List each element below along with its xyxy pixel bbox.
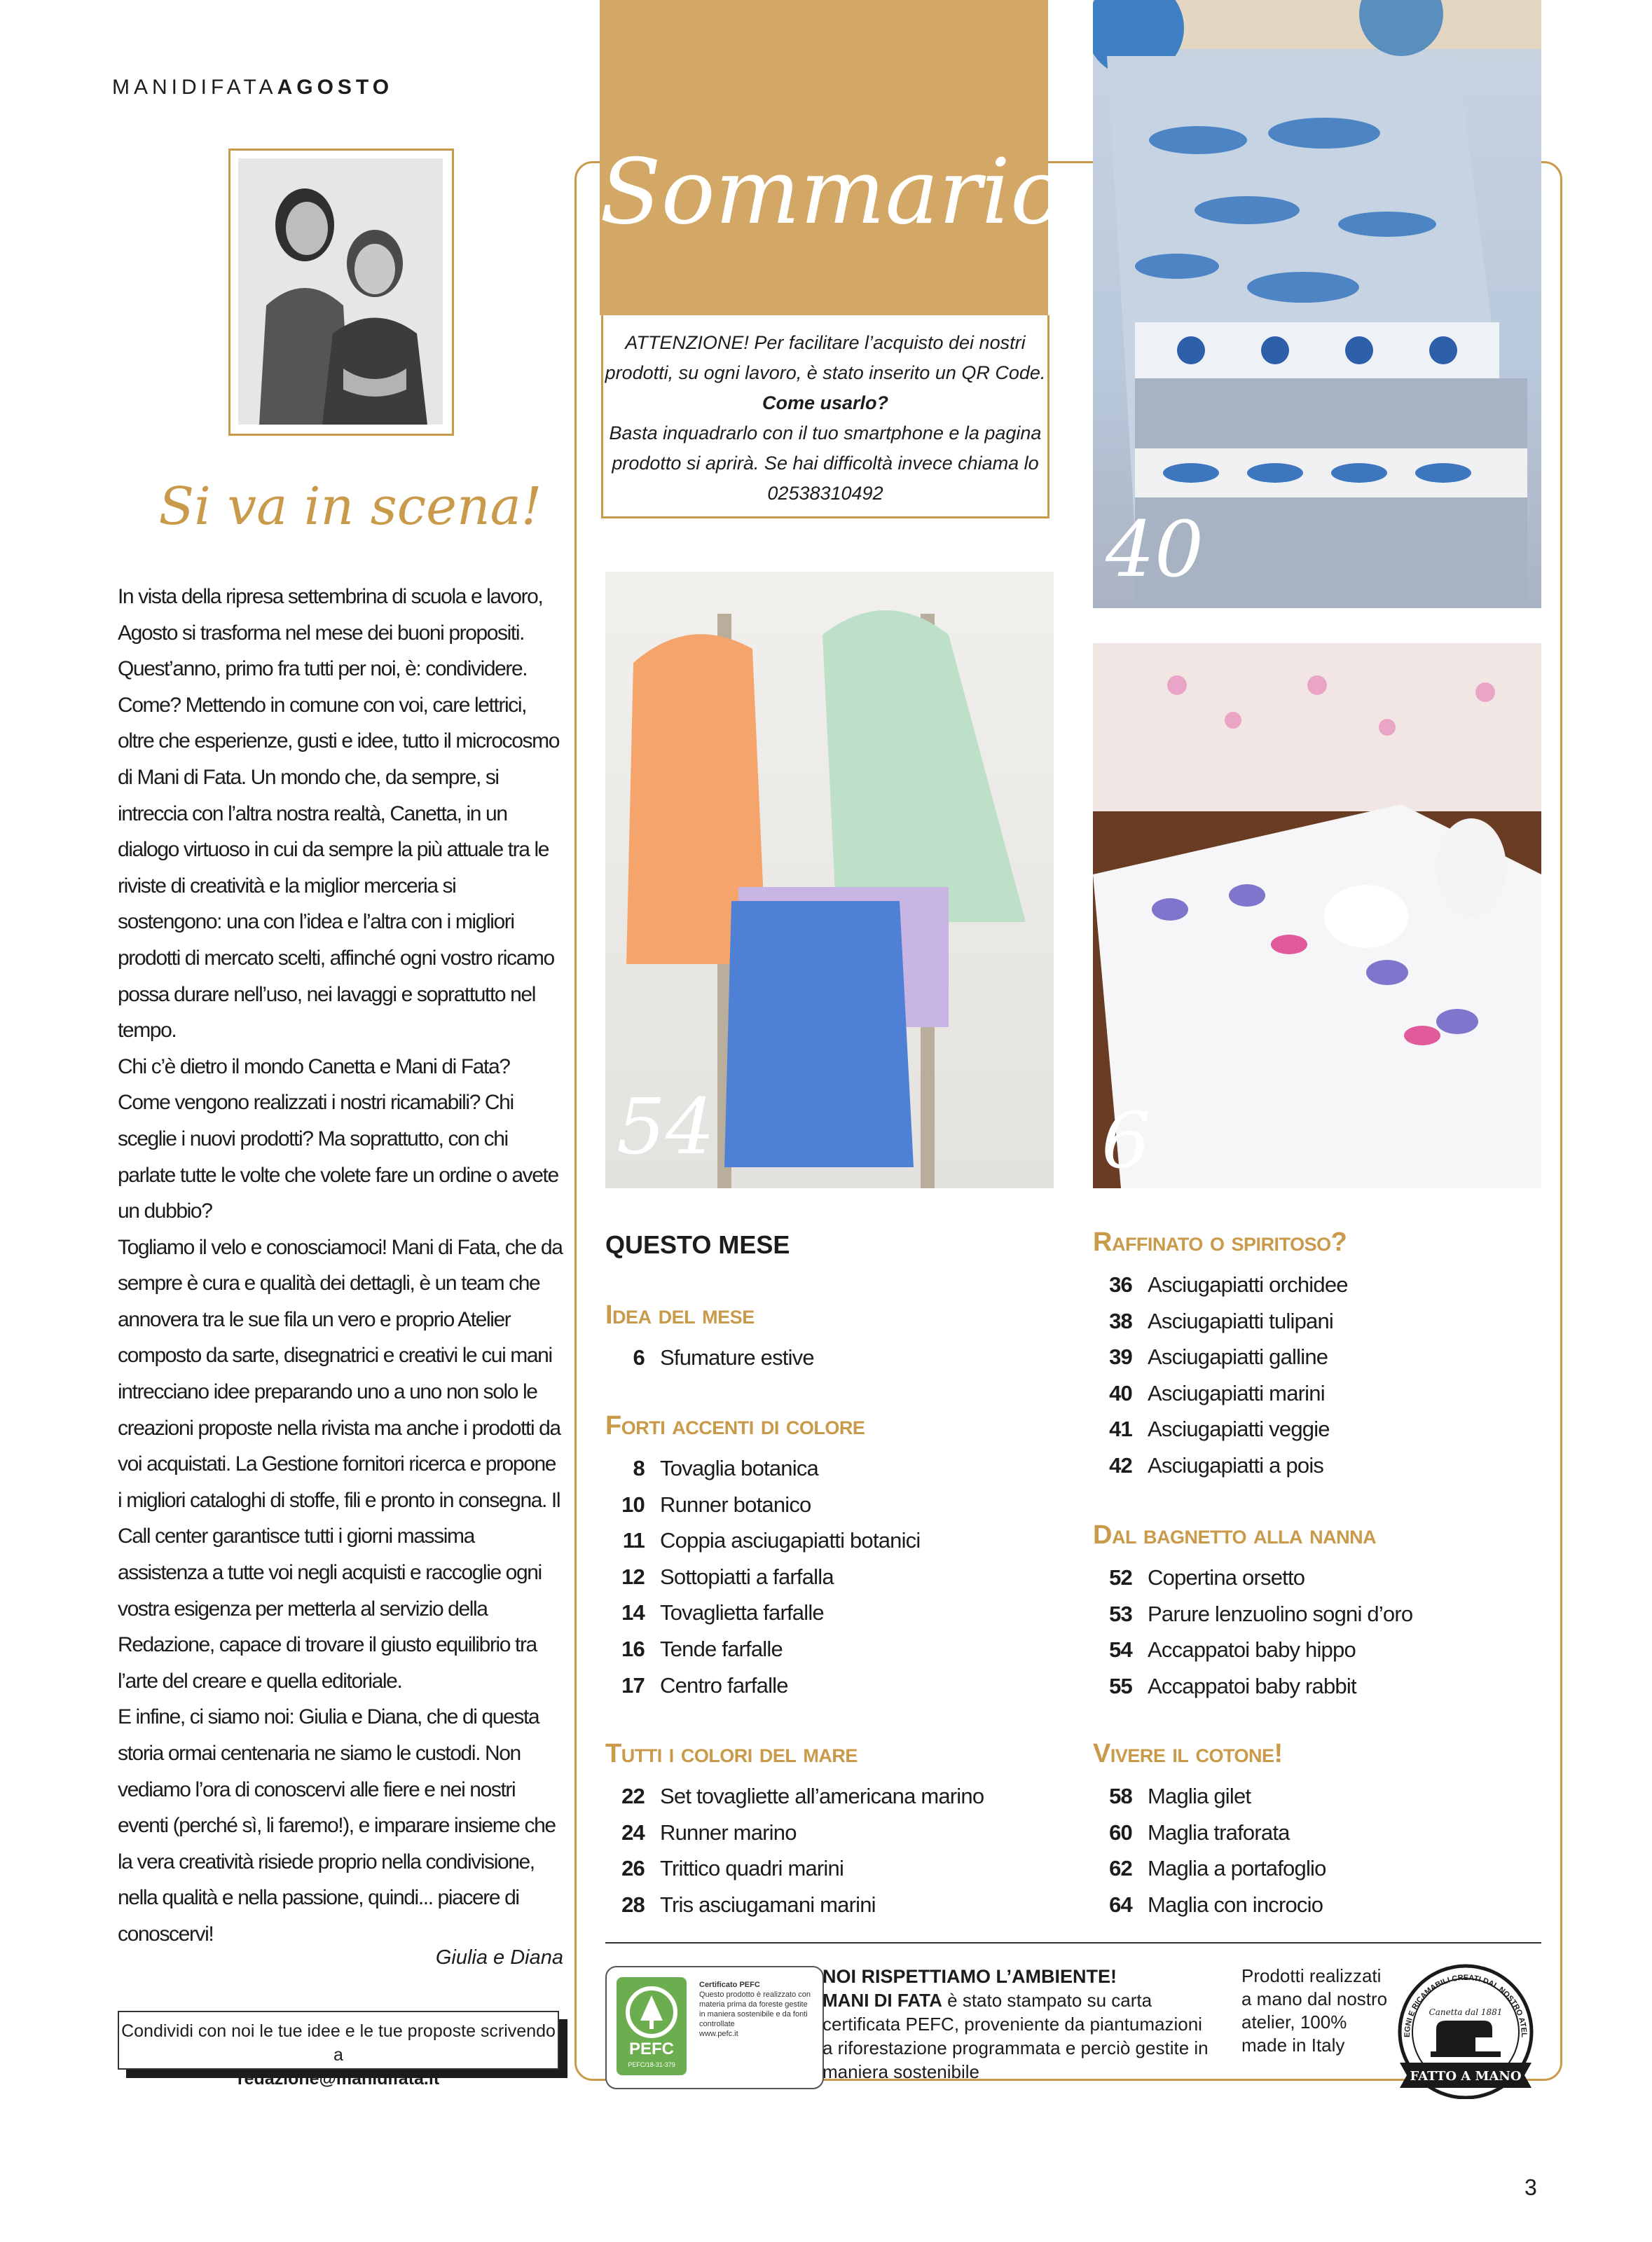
entry-page: 60 <box>1109 1820 1132 1845</box>
entry-page: 17 <box>621 1672 645 1698</box>
contents-heading: QUESTO MESE <box>605 1230 790 1259</box>
section-title: Forti accenti di colore <box>605 1411 865 1440</box>
entry-label: Sfumature estive <box>660 1345 814 1370</box>
section-title: Vivere il cotone! <box>1093 1739 1283 1768</box>
qr-notice-text: ATTENZIONE! Per facilitare l’acquisto dei nostri prodotti, su ogni lavoro, è stato inserito un QR Code. <box>605 332 1046 383</box>
entry-page: 26 <box>621 1856 645 1881</box>
qr-notice-instructions: Basta inquadrarlo con il tuo smartphone e la pagina prodotto si aprirà. Se hai difficoltà invece chiama lo 02538310492 <box>609 422 1042 504</box>
image-table-runner <box>1093 643 1541 1188</box>
pefc-cert-body: Questo prodotto è realizzato con materia prima da foreste gestite in maniera sostenibile e da fonti controllate <box>699 1990 811 2028</box>
badge-since: Canetta dal 1881 <box>1429 2007 1503 2017</box>
entry-label: Set tovagliette all’americana marino <box>660 1784 984 1808</box>
pefc-label: PEFC <box>628 2040 675 2058</box>
entry-page: 16 <box>621 1636 645 1661</box>
contents-entry[interactable] <box>1093 1339 1348 1375</box>
entry-label: Copertina orsetto <box>1148 1565 1305 1590</box>
entry-label: Centro farfalle <box>660 1672 788 1698</box>
made-in-italy-text: Prodotti realizzati a mano dal nostro atelier, 100% made in Italy <box>1241 1965 1388 2056</box>
contents-entry[interactable] <box>605 1595 920 1631</box>
footer-divider <box>605 1942 1541 1944</box>
env-brand: MANI DI FATA <box>822 1990 942 2011</box>
contents-entry[interactable] <box>605 1667 920 1704</box>
env-body: è stato stampato su carta certificata PEFC, proveniente da piantumazioni a riforestazione programmata e perciò gestite in maniera sostenibile <box>822 1990 1209 2082</box>
entry-label: Asciugapiatti veggie <box>1148 1417 1330 1442</box>
pefc-code: PEFC/18-31-379 <box>628 2061 675 2068</box>
image-baby-bathrobes <box>605 572 1054 1188</box>
contents-entry[interactable] <box>1093 1632 1412 1668</box>
share-line: Condividi con noi le tue idee e le tue proposte scrivendo a <box>121 2021 556 2065</box>
entry-page: 24 <box>621 1820 645 1845</box>
entry-label: Tris asciugamani marini <box>660 1892 876 1917</box>
entry-label: Maglia traforata <box>1148 1820 1290 1845</box>
section-entries <box>605 1450 920 1703</box>
sommario-title: Sommario <box>600 140 1064 245</box>
entry-label: Runner marino <box>660 1820 797 1845</box>
entry-page: 28 <box>621 1892 645 1917</box>
entry-page: 58 <box>1109 1784 1132 1808</box>
entry-page: 14 <box>621 1600 645 1625</box>
entry-label: Coppia asciugapiatti botanici <box>660 1528 921 1553</box>
contents-entry[interactable] <box>1093 1668 1412 1705</box>
entry-label: Parure lenzuolino sogni d’oro <box>1148 1601 1413 1626</box>
image-page-number: 6 <box>1101 1096 1150 1185</box>
contents-entry[interactable] <box>1093 1560 1412 1596</box>
entry-label: Maglia con incrocio <box>1148 1892 1323 1917</box>
contents-entry[interactable] <box>1093 1596 1412 1632</box>
entry-page: 41 <box>1109 1417 1132 1442</box>
entry-page: 39 <box>1109 1344 1132 1370</box>
image-fish-tea-towel <box>1093 0 1541 608</box>
entry-page: 11 <box>622 1528 645 1553</box>
section-title: Tutti i colori del mare <box>605 1739 858 1768</box>
section-entries <box>1093 1267 1348 1484</box>
entry-label: Accappatoi baby hippo <box>1148 1637 1356 1663</box>
entry-page: 55 <box>1109 1673 1132 1698</box>
editorial-body <box>118 579 563 1953</box>
share-box <box>118 2011 559 2089</box>
editorial-paragraph: Togliamo il velo e conosciamoci! Mani di Fata, che da sempre è cura e qualità dei dettagli, è un team che annovera tra le sue fila un vero e proprio Atelier composto da sarte, disegnatrici e creativi le cui mani intrecciano idee preparando uno a uno non solo le creazioni proposte nella rivista ma anche i prodotti da voi acquistati. La Gestione fornitori ricerca e propone i migliori cataloghi di stoffe, fili e pronto in consegna. Il Call center garantisce tutti i giorni massima assistenza a tutte voi negli acquisti e raccoglie ogni vostra esigenza per metterla al servizio della Redazione, capace di trovare il giusto equilibrio tra l’arte del creare e quella editoriale. <box>118 1235 563 1693</box>
contents-entry[interactable] <box>1093 1850 1326 1887</box>
entry-page: 36 <box>1109 1272 1132 1297</box>
contents-entry[interactable] <box>1093 1303 1348 1340</box>
badge-arc-text: EGNI E RICAMABILI CREATI DAL NOSTRO ATEL <box>1403 1973 1529 2038</box>
contents-entry[interactable] <box>605 1887 984 1923</box>
entry-label: Asciugapiatti galline <box>1148 1344 1328 1370</box>
pefc-logo-icon <box>617 1977 687 2075</box>
entry-page: 10 <box>621 1492 645 1517</box>
contents-entry[interactable] <box>605 1631 920 1667</box>
entry-label: Tende farfalle <box>660 1636 783 1661</box>
entry-label: Maglia gilet <box>1148 1784 1251 1808</box>
entry-label: Asciugapiatti marini <box>1148 1380 1325 1405</box>
pefc-cert-title: Certificato PEFC <box>699 1981 760 1989</box>
section-title: Idea del mese <box>605 1300 755 1330</box>
editorial-title: Si va in scena! <box>158 476 542 537</box>
contents-entry[interactable] <box>1093 1411 1348 1447</box>
entry-page: 53 <box>1109 1601 1132 1626</box>
pefc-url: www.pefc.it <box>699 2030 738 2038</box>
contents-entry[interactable] <box>1093 1375 1348 1412</box>
image-page-number: 54 <box>617 1082 715 1171</box>
entry-page: 42 <box>1109 1452 1132 1478</box>
editorial-paragraph: In vista della ripresa settembrina di scuola e lavoro, Agosto si trasforma nel mese dei buoni propositi. Quest’anno, primo fra tutti per noi, è: condividere. Come? Mettendo in comune con voi, care lettrici, oltre che esperienze, gusti e idee, tutto il microcosmo di Mani di Fata. Un mondo che, da sempre, si intreccia con l’altra nostra realtà, Canetta, in un dialogo virtuoso in cui da sempre la più attuale tra le riviste di creatività e la miglior merceria si sostengono: una con l’idea e l’altra con i migliori prodotti di mercato scelti, affinché ogni vostro ricamo possa durare nell’uso, nei lavaggi e soprattutto nel tempo. <box>118 585 560 1043</box>
entry-label: Asciugapiatti tulipani <box>1148 1308 1334 1333</box>
entry-page: 8 <box>633 1456 645 1480</box>
entry-page: 6 <box>633 1345 645 1370</box>
masthead-month: AGOSTO <box>277 76 394 99</box>
entry-page: 52 <box>1109 1565 1132 1590</box>
section-entries <box>1093 1778 1326 1923</box>
contents-entry[interactable] <box>605 1850 984 1887</box>
contents-entry[interactable] <box>1093 1447 1348 1484</box>
masthead <box>112 76 393 99</box>
env-text <box>822 1988 1215 2084</box>
entry-page: 40 <box>1109 1380 1132 1405</box>
image-page-number: 40 <box>1106 504 1204 594</box>
entry-page: 62 <box>1109 1856 1132 1881</box>
contents-entry[interactable] <box>1093 1887 1326 1923</box>
editorial-paragraph: E infine, ci siamo noi: Giulia e Diana, che di questa storia ormai centenaria ne siamo le custodi. Non vediamo l’ora di conoscervi alle fiere e nei nostri eventi (perché sì, li faremo!), e imparare insieme che la vera creatività risiede proprio nella condivisione, nella qualità e nella passione, quindi... piacere di conoscervi! <box>118 1705 556 1946</box>
section-entries <box>605 1340 814 1376</box>
masthead-brand: MANIDIFATA <box>112 76 277 99</box>
badge-label: FATTO A MANO <box>1410 2069 1522 2084</box>
pefc-cert-text <box>699 1980 811 2039</box>
share-email-link[interactable]: redazione@manidifata.it <box>237 2069 440 2089</box>
section-title: Raffinato o spiritoso? <box>1093 1227 1347 1257</box>
contents-entry[interactable] <box>605 1487 920 1523</box>
editorial-paragraph: Chi c’è dietro il mondo Canetta e Mani di Fata? Come vengono realizzati i nostri ricamabili? Chi sceglie i nuovi prodotti? Ma soprattutto, con chi parlate tutte le volte che volete fare un ordine o avete un dubbio? <box>118 1054 558 1223</box>
entry-label: Tovaglia botanica <box>660 1456 818 1480</box>
contents-entry[interactable] <box>605 1559 920 1595</box>
entry-label: Accappatoi baby rabbit <box>1148 1673 1356 1698</box>
page-number: 3 <box>1524 2175 1537 2200</box>
qr-notice <box>601 315 1049 518</box>
env-title: NOI RISPETTIAMO L’AMBIENTE! <box>822 1966 1117 1987</box>
entry-label: Asciugapiatti orchidee <box>1148 1272 1348 1297</box>
handmade-badge <box>1393 1959 1539 2099</box>
entry-page: 54 <box>1109 1637 1132 1663</box>
contents-entry[interactable] <box>605 1450 920 1487</box>
contents-entry[interactable] <box>605 1778 984 1815</box>
contents-entry[interactable] <box>605 1815 984 1851</box>
entry-label: Runner botanico <box>660 1492 811 1517</box>
contents-entry[interactable] <box>1093 1778 1326 1815</box>
entry-label: Maglia a portafoglio <box>1148 1856 1326 1881</box>
entry-label: Trittico quadri marini <box>660 1856 844 1881</box>
editorial-signature: Giulia e Diana <box>435 1946 563 1969</box>
entry-label: Tovaglietta farfalle <box>660 1600 824 1625</box>
section-entries <box>605 1778 984 1923</box>
section-title: Dal bagnetto alla nanna <box>1093 1520 1377 1550</box>
contents-entry[interactable] <box>1093 1815 1326 1851</box>
contents-entry[interactable] <box>605 1522 920 1559</box>
entry-page: 12 <box>621 1564 645 1589</box>
entry-page: 38 <box>1109 1308 1132 1333</box>
entry-page: 22 <box>621 1784 645 1808</box>
entry-label: Sottopiatti a farfalla <box>660 1564 834 1589</box>
contents-entry[interactable] <box>605 1340 814 1376</box>
section-entries <box>1093 1560 1412 1704</box>
qr-notice-question: Come usarlo? <box>762 392 889 413</box>
contents-entry[interactable] <box>1093 1267 1348 1303</box>
entry-page: 64 <box>1109 1892 1132 1917</box>
editors-photo <box>238 158 443 425</box>
entry-label: Asciugapiatti a pois <box>1148 1452 1324 1478</box>
